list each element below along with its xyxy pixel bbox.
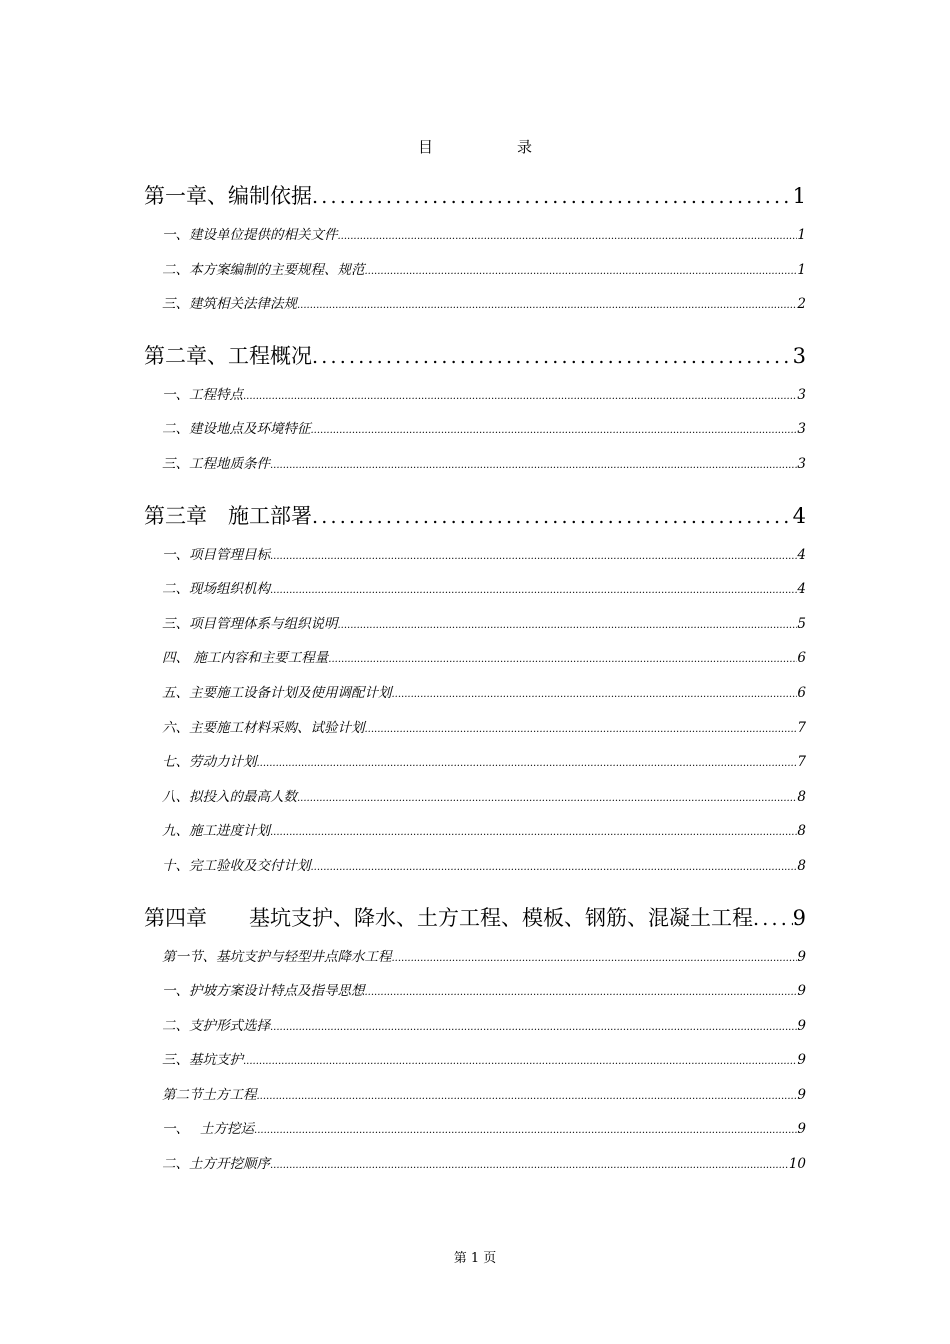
toc-section-entry[interactable] bbox=[144, 711, 806, 746]
toc-entry-page-number: 2 bbox=[797, 296, 806, 313]
toc-section-entry[interactable] bbox=[144, 538, 806, 573]
toc-entry-label: 九、施工进度计划 bbox=[162, 823, 270, 840]
toc-dot-leader bbox=[270, 1149, 789, 1182]
toc-entry-label: 第二节土方工程 bbox=[162, 1086, 257, 1103]
toc-entry-label: 一、项目管理目标 bbox=[162, 546, 270, 563]
toc-entry-label: 一、工程特点 bbox=[162, 386, 243, 403]
footer-suffix: 页 bbox=[483, 1251, 497, 1266]
toc-entry-label: 二、现场组织机构 bbox=[162, 581, 270, 598]
toc-entry-page-number: 4 bbox=[792, 503, 806, 528]
toc-entry-label: 一、 土方挖运 bbox=[162, 1121, 255, 1138]
toc-chapter-entry[interactable] bbox=[144, 334, 806, 378]
toc-section-entry[interactable] bbox=[144, 641, 806, 676]
toc-chapter-entry[interactable] bbox=[144, 174, 806, 218]
toc-entry-page-number: 7 bbox=[797, 754, 806, 771]
toc-chapter-entry[interactable] bbox=[144, 896, 806, 940]
toc-section-entry[interactable] bbox=[144, 1043, 806, 1078]
toc-section-entry[interactable] bbox=[144, 378, 806, 413]
toc-dot-leader bbox=[392, 678, 798, 711]
toc-section-entry[interactable] bbox=[144, 1112, 806, 1147]
toc-entry-label: 十、完工验收及交付计划 bbox=[162, 857, 311, 874]
toc-dot-leader bbox=[328, 643, 797, 676]
table-of-contents bbox=[144, 174, 806, 1182]
toc-dot-leader bbox=[297, 289, 797, 322]
toc-section-entry[interactable] bbox=[144, 780, 806, 815]
toc-section-entry[interactable] bbox=[144, 572, 806, 607]
toc-entry-page-number: 4 bbox=[797, 581, 806, 598]
toc-entry-page-number: 7 bbox=[797, 719, 806, 736]
toc-dot-leader bbox=[270, 574, 797, 607]
toc-entry-label: 第二章、工程概况 bbox=[144, 343, 312, 368]
toc-section-entry[interactable] bbox=[144, 447, 806, 482]
toc-entry-page-number: 3 bbox=[797, 386, 806, 403]
toc-entry-label: 二、建设地点及环境特征 bbox=[162, 421, 311, 438]
toc-entry-label: 第三章 施工部署 bbox=[144, 503, 312, 528]
toc-entry-page-number: 5 bbox=[797, 615, 806, 632]
toc-entry-label: 三、基坑支护 bbox=[162, 1052, 243, 1069]
toc-chapter-entry[interactable] bbox=[144, 494, 806, 538]
toc-dot-leader bbox=[365, 976, 798, 1009]
toc-section-entry[interactable] bbox=[144, 287, 806, 322]
toc-entry-page-number: 6 bbox=[797, 684, 806, 701]
toc-heading-right: 录 bbox=[517, 138, 533, 156]
toc-dot-leader bbox=[365, 713, 798, 746]
toc-entry-page-number: 3 bbox=[792, 343, 806, 368]
toc-entry-page-number: 1 bbox=[797, 227, 806, 243]
toc-section-entry[interactable] bbox=[144, 1009, 806, 1044]
toc-dot-leader bbox=[257, 1080, 798, 1113]
toc-entry-label: 二、土方开挖顺序 bbox=[162, 1156, 270, 1173]
toc-entry-page-number: 9 bbox=[797, 1017, 806, 1034]
toc-dot-leader bbox=[243, 1045, 797, 1078]
toc-entry-label: 六、主要施工材料采购、试验计划 bbox=[162, 719, 365, 736]
toc-entry-page-number: 9 bbox=[797, 948, 806, 965]
footer-prefix: 第 bbox=[453, 1251, 467, 1266]
toc-entry-label: 二、支护形式选择 bbox=[162, 1017, 270, 1034]
toc-section-entry[interactable] bbox=[144, 253, 806, 288]
toc-entry-label: 第一章、编制依据 bbox=[144, 184, 312, 208]
toc-dot-leader bbox=[392, 942, 798, 975]
toc-entry-label: 第四章 基坑支护、降水、土方工程、模板、钢筋、混凝土工程 bbox=[144, 905, 753, 930]
toc-entry-page-number: 9 bbox=[797, 983, 806, 1000]
toc-section-entry[interactable] bbox=[144, 1147, 806, 1182]
toc-section-entry[interactable] bbox=[144, 676, 806, 711]
toc-heading-left: 目 bbox=[417, 138, 433, 156]
toc-entry-label: 一、建设单位提供的相关文件 bbox=[162, 227, 338, 243]
toc-dot-leader bbox=[257, 747, 798, 780]
toc-entry-label: 三、建筑相关法律法规 bbox=[162, 296, 297, 313]
toc-entry-page-number: 9 bbox=[792, 905, 806, 930]
toc-entry-page-number: 4 bbox=[797, 546, 806, 563]
toc-entry-page-number: 10 bbox=[788, 1156, 806, 1173]
toc-entry-page-number: 1 bbox=[797, 261, 806, 278]
toc-dot-leader bbox=[297, 782, 797, 815]
toc-dot-leader bbox=[311, 414, 798, 447]
toc-entry-page-number: 8 bbox=[797, 823, 806, 840]
toc-dot-leader bbox=[270, 540, 797, 573]
toc-section-entry[interactable] bbox=[144, 607, 806, 642]
toc-entry-label: 四、 施工内容和主要工程量 bbox=[162, 650, 329, 667]
footer-page-number: 1 bbox=[470, 1251, 480, 1266]
toc-section-entry[interactable] bbox=[144, 940, 806, 975]
toc-dot-leader bbox=[312, 175, 793, 218]
toc-entry-label: 一、护坡方案设计特点及指导思想 bbox=[162, 983, 365, 1000]
toc-section-entry[interactable] bbox=[144, 1078, 806, 1113]
toc-entry-label: 第一节、基坑支护与轻型井点降水工程 bbox=[162, 948, 392, 965]
toc-entry-page-number: 6 bbox=[797, 650, 806, 667]
toc-entry-page-number: 3 bbox=[797, 455, 806, 472]
toc-section-entry[interactable] bbox=[144, 218, 806, 253]
page-footer bbox=[0, 1247, 950, 1266]
toc-section-entry[interactable] bbox=[144, 849, 806, 884]
toc-entry-page-number: 3 bbox=[797, 421, 806, 438]
toc-entry-page-number: 8 bbox=[797, 788, 806, 805]
toc-entry-label: 二、本方案编制的主要规程、规范 bbox=[162, 261, 365, 278]
toc-heading bbox=[0, 136, 950, 157]
toc-dot-leader bbox=[365, 255, 798, 288]
toc-dot-leader bbox=[311, 851, 798, 884]
toc-dot-leader bbox=[254, 1114, 797, 1147]
toc-dot-leader bbox=[312, 495, 793, 538]
toc-entry-label: 五、主要施工设备计划及使用调配计划 bbox=[162, 684, 392, 701]
toc-entry-page-number: 9 bbox=[797, 1086, 806, 1103]
toc-section-entry[interactable] bbox=[144, 412, 806, 447]
toc-dot-leader bbox=[270, 449, 797, 482]
toc-section-entry[interactable] bbox=[144, 814, 806, 849]
toc-dot-leader bbox=[243, 380, 797, 413]
toc-entry-label: 八、拟投入的最高人数 bbox=[162, 788, 297, 805]
toc-dot-leader bbox=[270, 1011, 797, 1044]
toc-entry-label: 七、劳动力计划 bbox=[162, 754, 257, 771]
toc-section-entry[interactable] bbox=[144, 974, 806, 1009]
toc-section-entry[interactable] bbox=[144, 745, 806, 780]
toc-dot-leader bbox=[338, 609, 798, 642]
toc-entry-label: 三、工程地质条件 bbox=[162, 455, 270, 472]
toc-entry-page-number: 9 bbox=[797, 1052, 806, 1069]
toc-entry-page-number: 1 bbox=[792, 184, 806, 208]
toc-entry-page-number: 9 bbox=[797, 1121, 806, 1138]
toc-entry-page-number: 8 bbox=[797, 857, 806, 874]
toc-dot-leader bbox=[312, 335, 793, 378]
toc-entry-label: 三、项目管理体系与组织说明 bbox=[162, 615, 338, 632]
toc-dot-leader bbox=[270, 816, 797, 849]
toc-dot-leader bbox=[753, 897, 793, 940]
toc-dot-leader bbox=[338, 220, 798, 253]
